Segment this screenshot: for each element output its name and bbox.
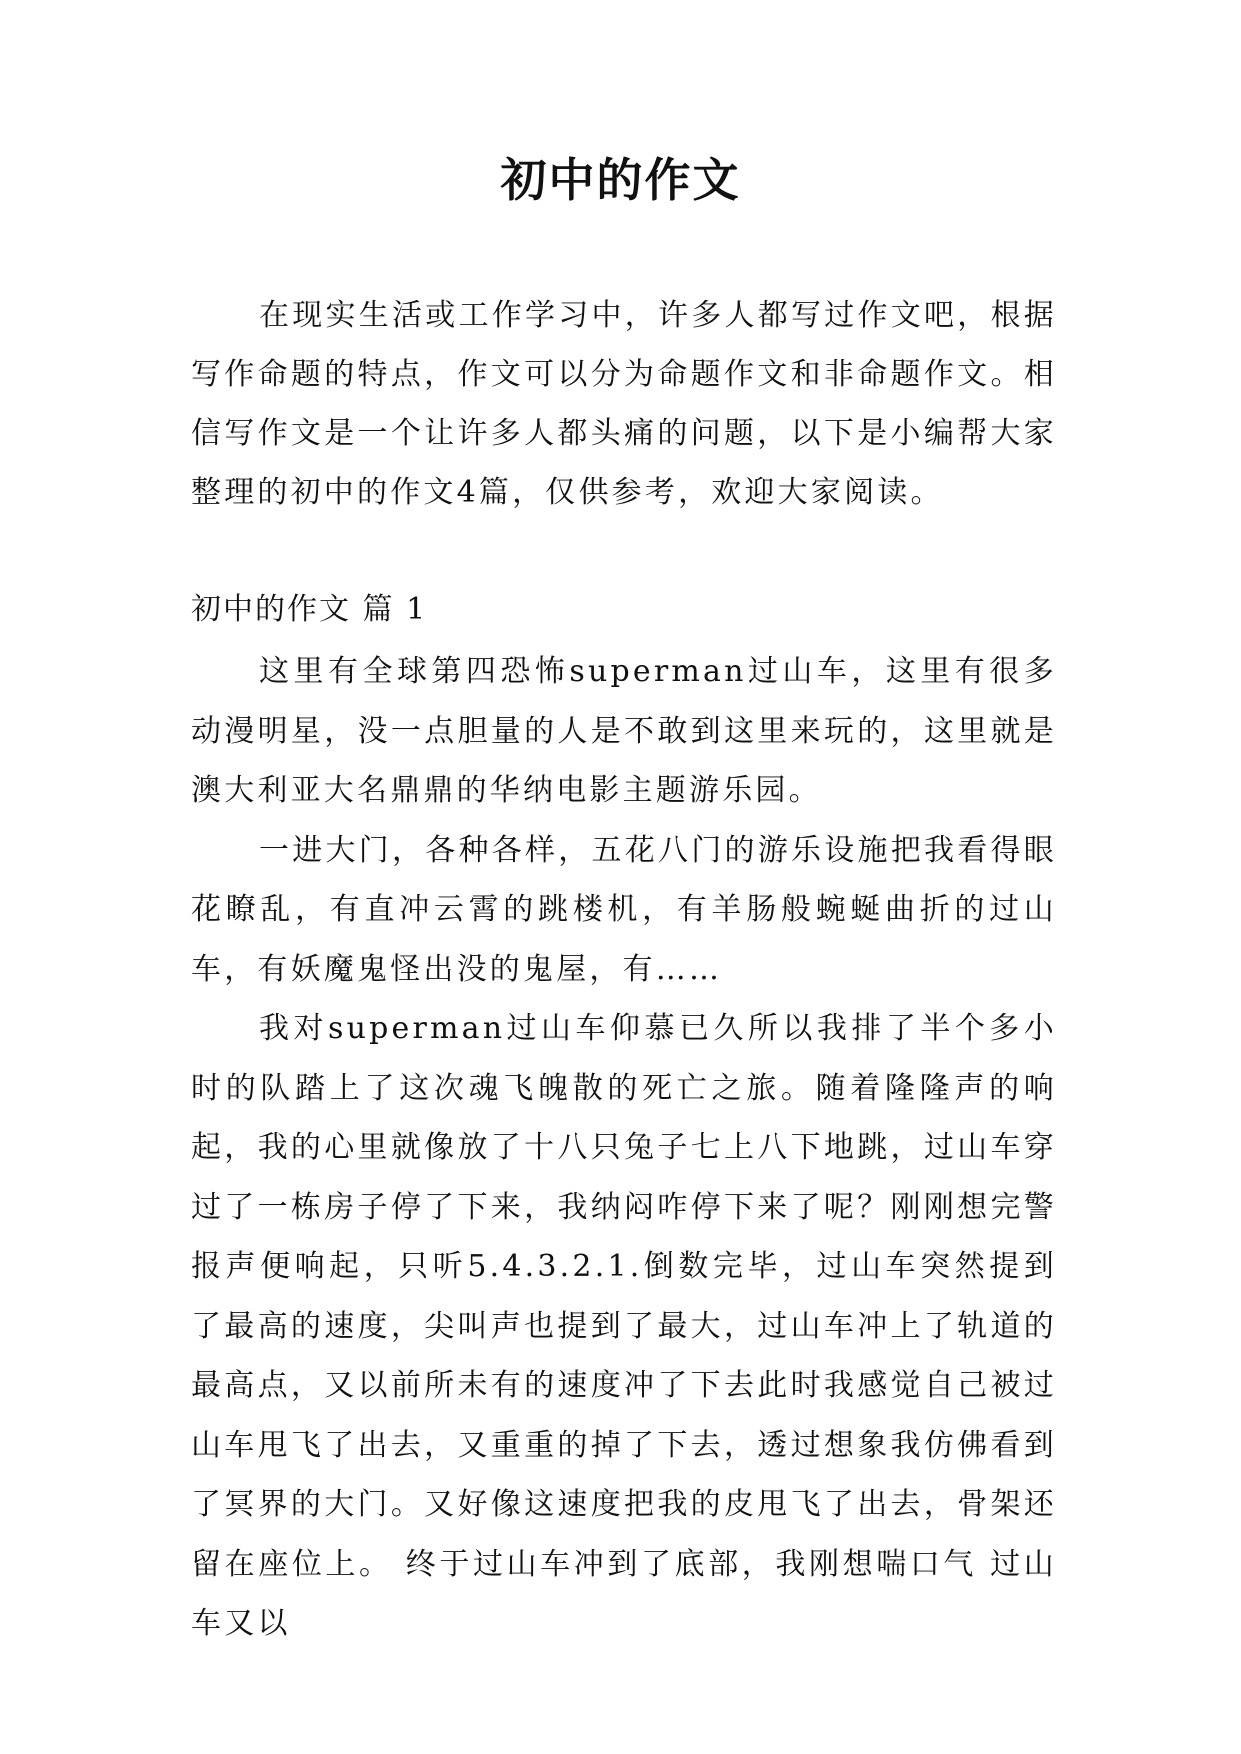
article-paragraph: 这里有全球第四恐怖superman过山车，这里有很多动漫明星，没一点胆量的人是不敢到这里来玩的，这里就是澳大利亚大名鼎鼎的华纳电影主题游乐园。 — [191, 654, 1057, 808]
article-paragraph: 一进大门，各种各样，五花八门的游乐设施把我看得眼花瞭乱，有直冲云霄的跳楼机，有羊肠般蜿蜒曲折的过山车，有妖魔鬼怪出没的鬼屋，有…… — [191, 832, 1057, 987]
intro-paragraph: 在现实生活或工作学习中，许多人都写过作文吧，根据写作命题的特点，作文可以分为命题作文和非命题作文。相信写作文是一个让许多人都头痛的问题，以下是小编帮大家整理的初中的作文4篇，仅供参考，欢迎大家阅读。 — [191, 298, 1057, 510]
article-paragraph: 我对superman过山车仰慕已久所以我排了半个多小时的队踏上了这次魂飞魄散的死亡之旅。随着隆隆声的响起，我的心里就像放了十八只兔子七上八下地跳，过山车穿过了一栋房子停了下来，我纳闷咋停下来了呢？刚刚想完警报声便响起，只听5.4.3.2.1.倒数完毕，过山车突然提到了最高的速度，尖叫声也提到了最大，过山车冲上了轨道的最高点，又以前所未有的速度冲了下去此时我感觉自己被过山车甩飞了出去，又重重的掉了下去，透过想象我仿佛看到了冥界的大门。又好像这速度把我的皮甩飞了出去，骨架还留在座位上。 终于过山车冲到了底部，我刚想喘口气 过山车又以 — [191, 1011, 1057, 1641]
article-body — [191, 642, 1057, 1654]
section-heading: 初中的作文 篇 1 — [191, 592, 428, 627]
document-title: 初中的作文 — [500, 153, 741, 207]
